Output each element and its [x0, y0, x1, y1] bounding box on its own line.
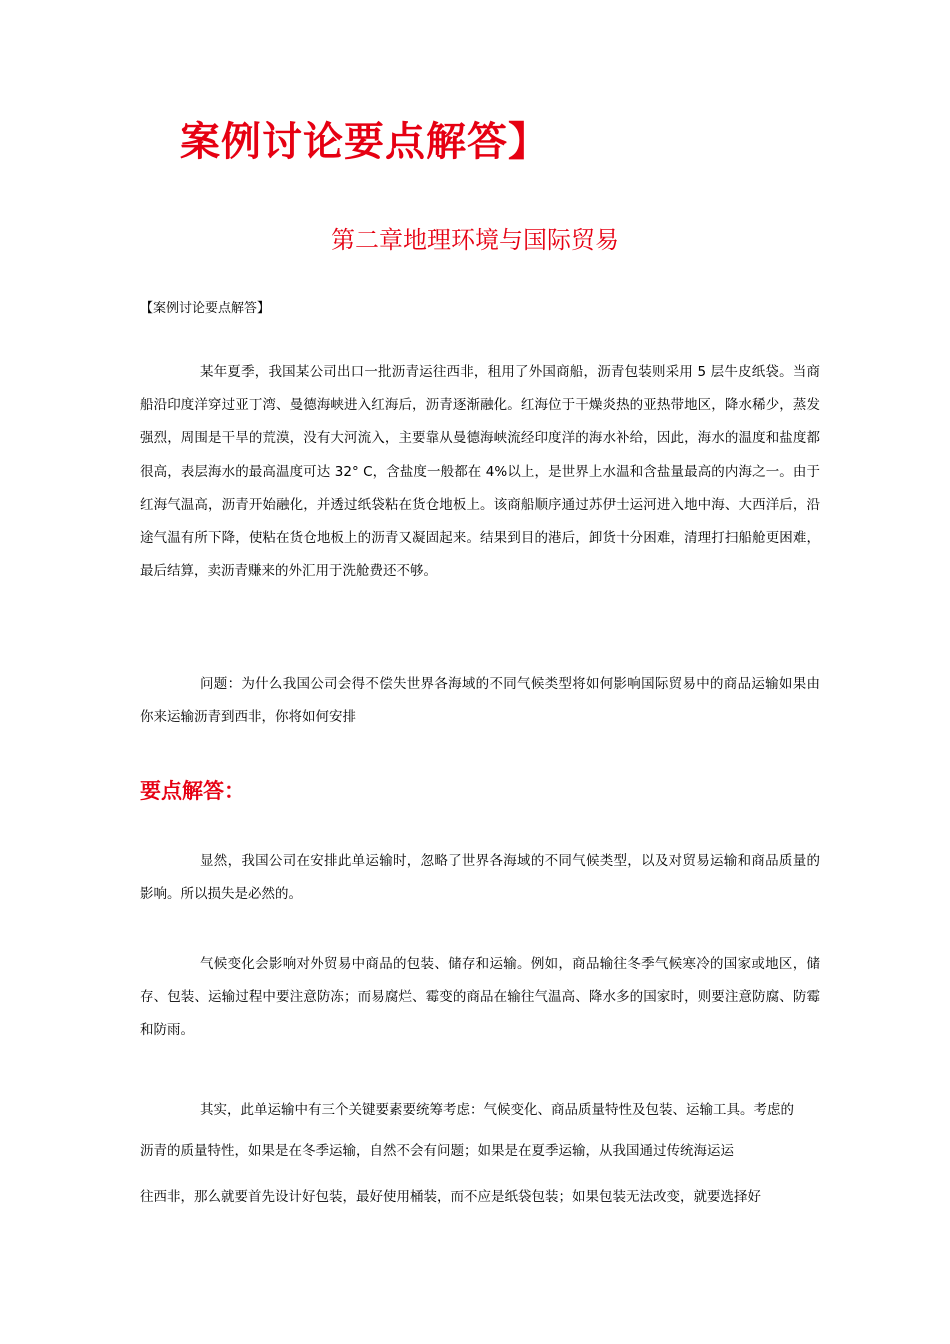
answer-paragraph: 显然，我国公司在安排此单运输时，忽略了世界各海域的不同气候类型，以及对贸易运输和商品质量的影响。所以损失是必然的。: [140, 853, 820, 903]
answer-line: 往西非，那么就要首先设计好包装，最好使用桶装，而不应是纸袋包装；如果包装无法改变，就要选择好: [140, 1189, 761, 1205]
case-question: 问题：为什么我国公司会得不偿失世界各海域的不同气候类型将如何影响国际贸易中的商品运输如果由你来运输沥青到西非，你将如何安排: [140, 676, 820, 726]
answer-paragraph: 气候变化会影响对外贸易中商品的包装、储存和运输。例如，商品输往冬季气候寒冷的国家或地区，储存、包装、运输过程中要注意防冻；而易腐烂、霉变的商品在输往气温高、降水多的国家时，则要注意防腐、防霉和防雨。: [140, 956, 820, 1039]
section-label: 【案例讨论要点解答】: [140, 301, 271, 316]
answer-line: 沥青的质量特性，如果是在冬季运输，自然不会有问题；如果是在夏季运输，从我国通过传统海运运: [140, 1143, 734, 1159]
answer-paragraph: 其实，此单运输中有三个关键要素要统筹考虑：气候变化、商品质量特性及包装、运输工具。考虑的: [200, 1102, 794, 1118]
case-paragraph: 某年夏季，我国某公司出口一批沥青运往西非，租用了外国商船，沥青包装则采用 5 层牛皮纸袋。当商船沿印度洋穿过亚丁湾、曼德海峡进入红海后，沥青逐渐融化。红海位于干燥炎热的亚热带地区，降水稀少，蒸发强烈，周围是干旱的荒漠，没有大河流入，主要靠从曼德海峡流经印度洋的海水补给，因此，海水的温度和盐度都很高，表层海水的最高温度可达 32° C，含盐度一般都在 4%以上，是世界上水温和含盐量最高的内海之一。由于红海气温高，沥青开始融化，并透过纸袋粘在货仓地板上。该商船顺序通过苏伊士运河进入地中海、大西洋后，沿途气温有所下降，使粘在货仓地板上的沥青又凝固起来。结果到目的港后，卸货十分困难，清理打扫船舱更困难，最后结算，卖沥青赚来的外汇用于洗舱费还不够。: [140, 364, 820, 580]
main-title: 案例讨论要点解答】: [180, 119, 549, 165]
answer-heading: 要点解答：: [140, 779, 245, 803]
chapter-title: 第二章地理环境与国际贸易: [331, 226, 619, 254]
